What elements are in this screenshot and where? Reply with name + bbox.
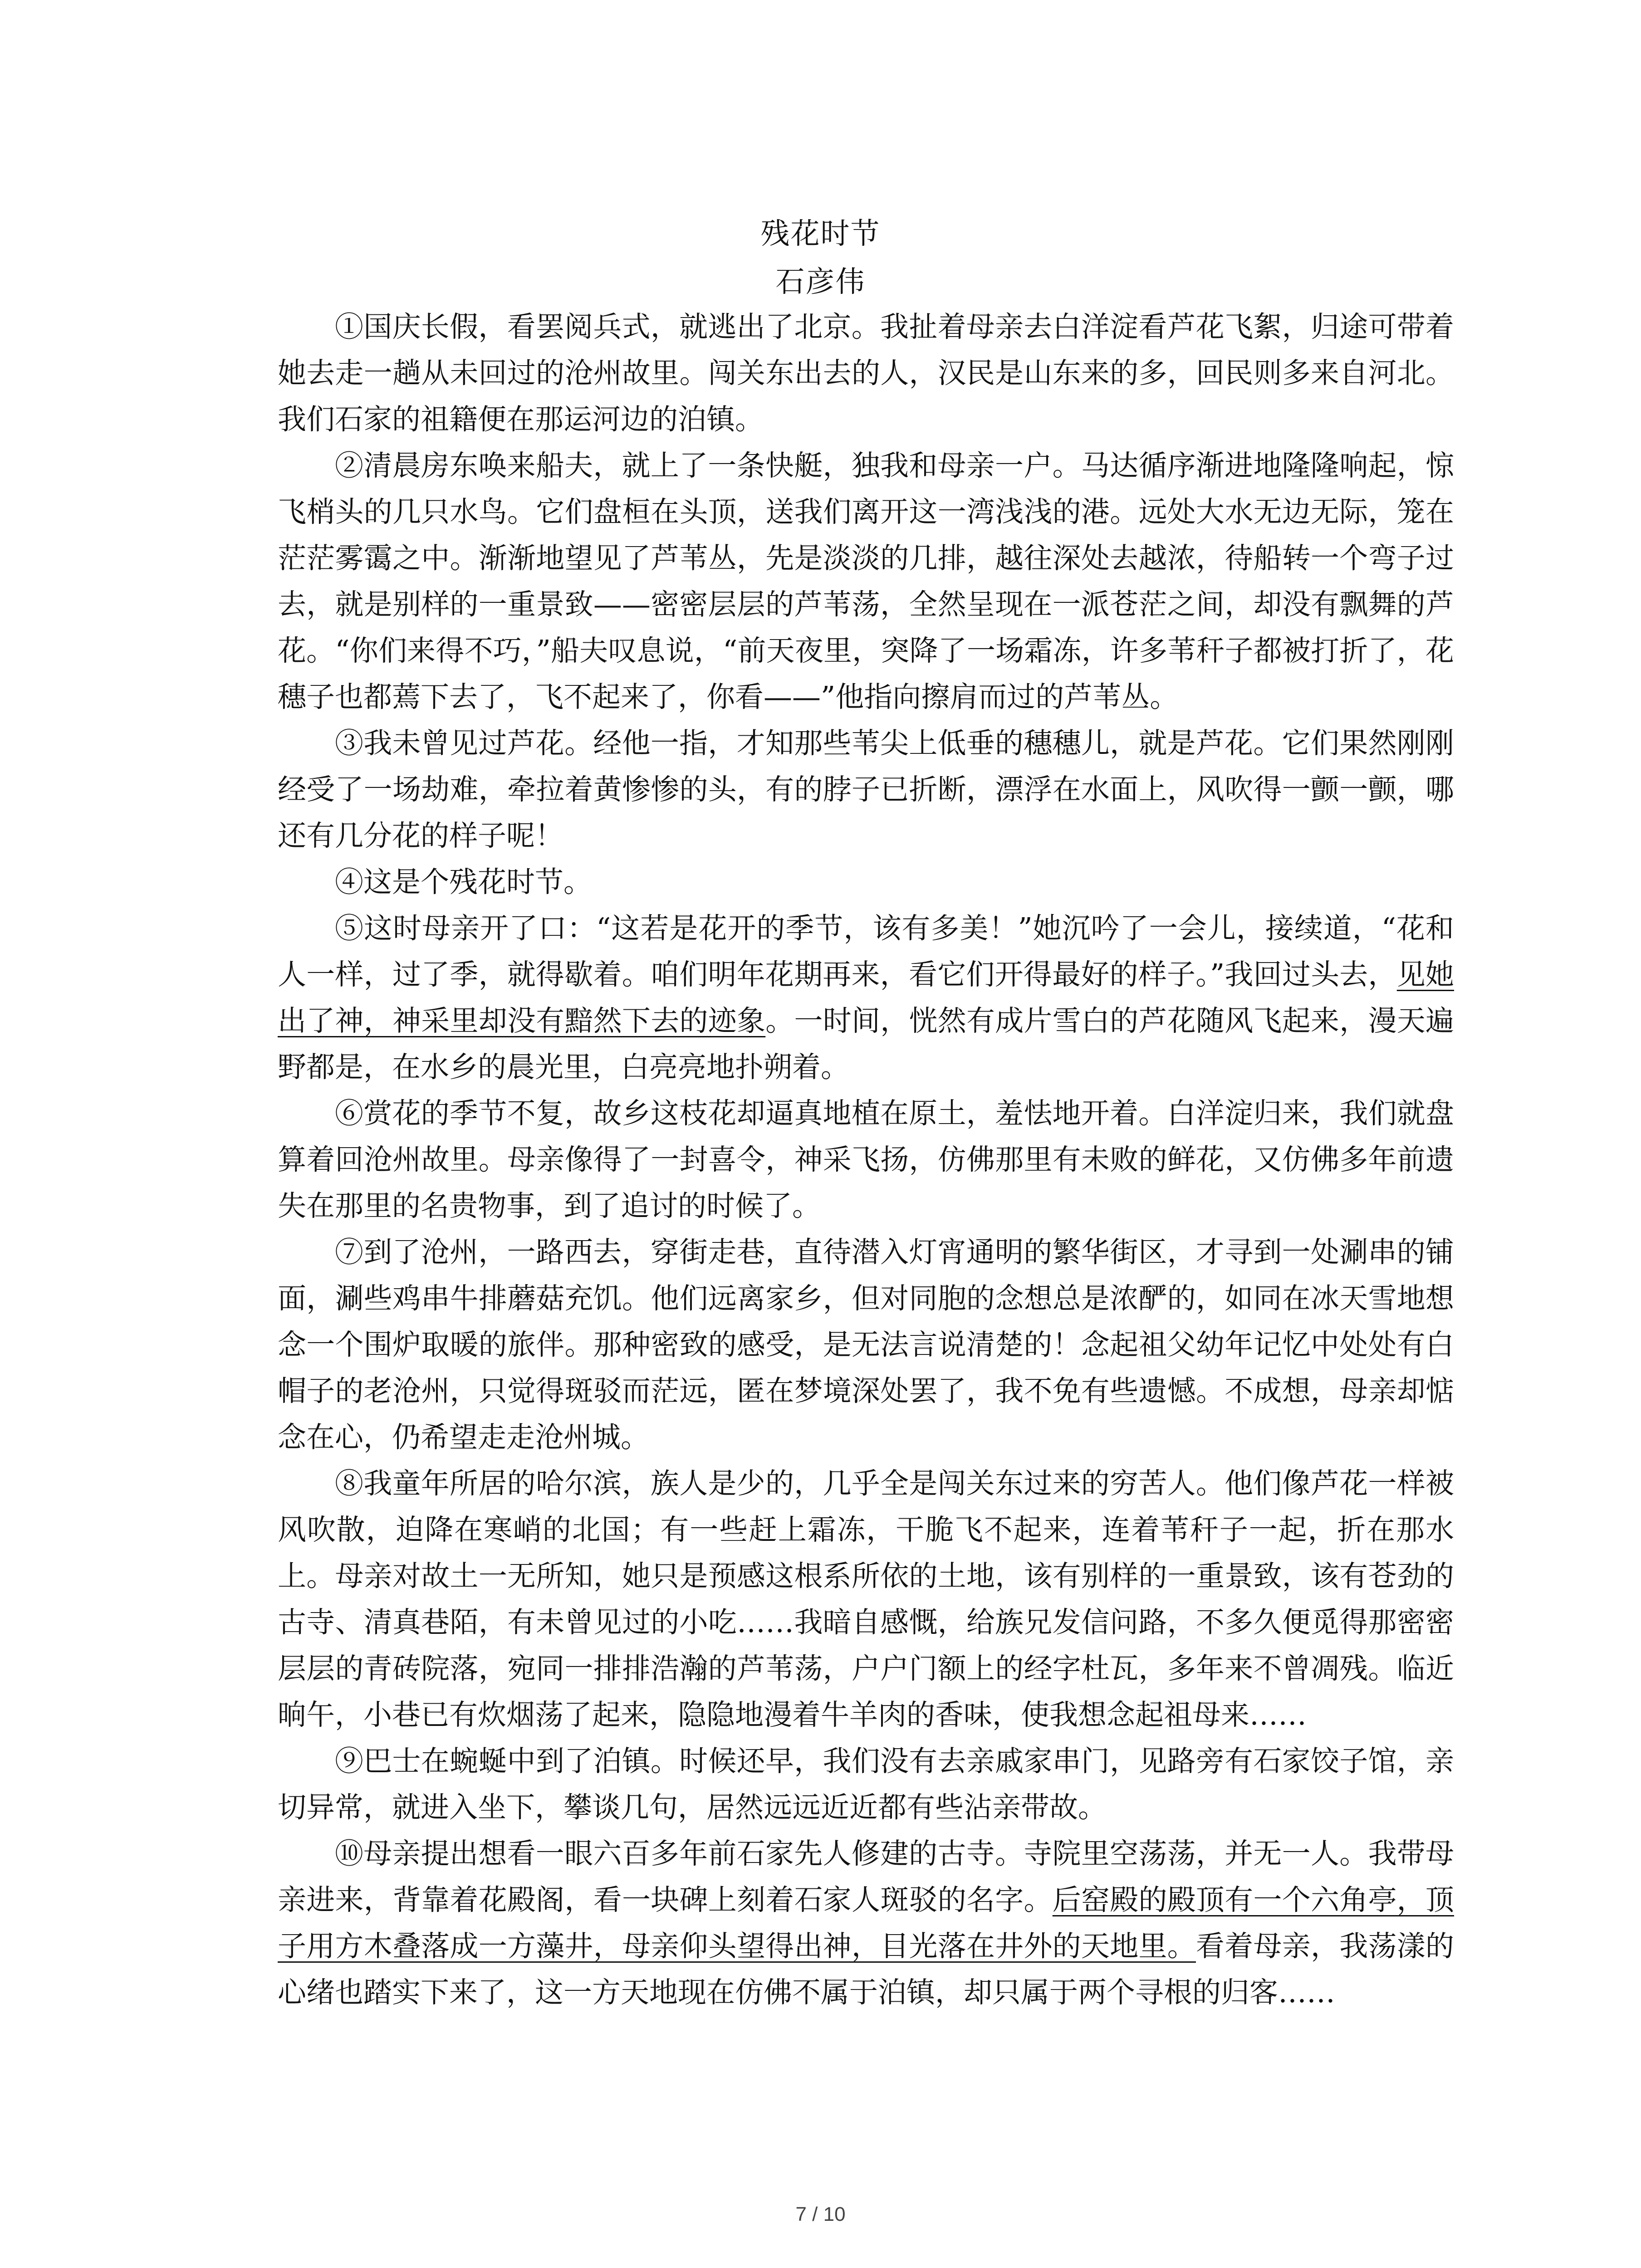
paragraph-text: ⑩母亲提出想看一眼六百多年前石家先人修建的古寺。寺院里空荡荡，并无一人。我带母亲进来，背靠着花殿阁，看一块碑上刻着石家人斑驳的名字。 [278,1837,1454,1916]
paragraph-text: 。一时间，恍然有成片雪白的芦花随风飞起来，漫天遍野都是，在水乡的晨光里，白亮亮地扑朔着。 [278,1004,1454,1084]
paragraph-3 [278,720,1454,859]
paragraph-text: ②清晨房东唤来船夫，就上了一条快艇，独我和母亲一户。马达循序渐进地隆隆响起，惊飞梢头的几只水鸟。它们盘桓在头顶，送我们离开这一湾浅浅的港。远处大水无边无际，笼在茫茫雾霭之中。渐渐地望见了芦苇丛，先是淡淡的几排，越往深处去越浓，待船转一个弯子过去，就是别样的一重景致——密密层层的芦苇荡，全然呈现在一派苍茫之间，却没有飘舞的芦花。“你们来得不巧，”船夫叹息说，“前天夜里，突降了一场霜冻，许多苇秆子都被打折了，花穗子也都蔫下去了，飞不起来了，你看——”他指向擦肩而过的芦苇丛。 [278,449,1454,714]
article-title: 残花时节 [760,217,881,251]
paragraph-6 [278,1090,1454,1229]
paragraph-7 [278,1229,1454,1461]
paragraph-1 [278,304,1454,443]
paragraph-text: ⑦到了沧州，一路西去，穿街走巷，直待潜入灯宵通明的繁华街区，才寻到一处涮串的铺面，涮些鸡串牛排蘑菇充饥。他们远离家乡，但对同胞的念想总是浓酽的，如同在冰天雪地想念一个围炉取暖的旅伴。那种密致的感受，是无法言说清楚的！念起祖父幼年记忆中处处有白帽子的老沧州，只觉得斑驳而茫远，匿在梦境深处罢了，我不免有些遗憾。不成想，母亲却惦念在心，仍希望走走沧州城。 [278,1236,1454,1454]
paragraph-text: ⑧我童年所居的哈尔滨，族人是少的，几乎全是闯关东过来的穷苦人。他们像芦花一样被风吹散，迫降在寒峭的北国；有一些赶上霜冻，干脆飞不起来，连着苇秆子一起，折在那水上。母亲对故土一无所知，她只是预感这根系所依的土地，该有别样的一重景致，该有苍劲的古寺、清真巷陌，有未曾见过的小吃……我暗自感慨，给族兄发信问路，不多久便觅得那密密层层的青砖院落，宛同一排排浩瀚的芦苇荡，户户门额上的经字杜瓦，多年来不曾凋残。临近晌午，小巷已有炊烟荡了起来，隐隐地漫着牛羊肉的香味，使我想念起祖母来…… [278,1467,1454,1731]
article-body [278,304,1454,2016]
paragraph-text: ⑨巴士在蜿蜒中到了泊镇。时候还早，我们没有去亲戚家串门，见路旁有石家饺子馆，亲切异常，就进入坐下，攀谈几句，居然远远近近都有些沾亲带故。 [278,1745,1454,1824]
paragraph-5 [278,905,1454,1090]
paragraph-9 [278,1738,1454,1831]
paragraph-10 [278,1831,1454,2016]
paragraph-text: ③我未曾见过芦花。经他一指，才知那些苇尖上低垂的穗穗儿，就是芦花。它们果然刚刚经受了一场劫难，牵拉着黄惨惨的头，有的脖子已折断，漂浮在水面上，风吹得一颤一颤，哪还有几分花的样子呢！ [278,727,1454,852]
article-author: 石彦伟 [775,265,866,299]
paragraph-text: ⑤这时母亲开了口：“这若是花开的季节，该有多美！”她沉吟了一会儿，接续道，“花和人一样，过了季，就得歇着。咱们明年花期再来，看它们开得最好的样子。”我回过头去， [278,912,1454,991]
underlined-sentence: 后窑殿的殿顶有一个六角亭，顶子用方木叠落成一方藻井，母亲仰头望得出神，目光落在井外的天地里。 [278,1883,1454,1963]
paragraph-text: ⑥赏花的季节不复，故乡这枝花却逼真地植在原土，羞怯地开着。白洋淀归来，我们就盘算着回沧州故里。母亲像得了一封喜令，神采飞扬，仿佛那里有未败的鲜花，又仿佛多年前遗失在那里的名贵物事，到了追讨的时候了。 [278,1097,1454,1222]
underlined-sentence: 见她出了神，神采里却没有黯然下去的迹象 [278,958,1454,1037]
paragraph-text: ①国庆长假，看罢阅兵式，就逃出了北京。我扯着母亲去白洋淀看芦花飞絮，归途可带着她去走一趟从未回过的沧州故里。闯关东出去的人，汉民是山东来的多，回民则多来自河北。我们石家的祖籍便在那运河边的泊镇。 [278,310,1454,436]
paragraph-text: 看着母亲，我荡漾的心绪也踏实下来了，这一方天地现在仿佛不属于泊镇，却只属于两个寻根的归客…… [278,1930,1454,2009]
paragraph-4 [278,859,1454,905]
page-number: 7 / 10 [795,2203,846,2225]
paragraph-2 [278,443,1454,720]
paragraph-8 [278,1461,1454,1738]
paragraph-text: ④这是个残花时节。 [335,865,592,899]
